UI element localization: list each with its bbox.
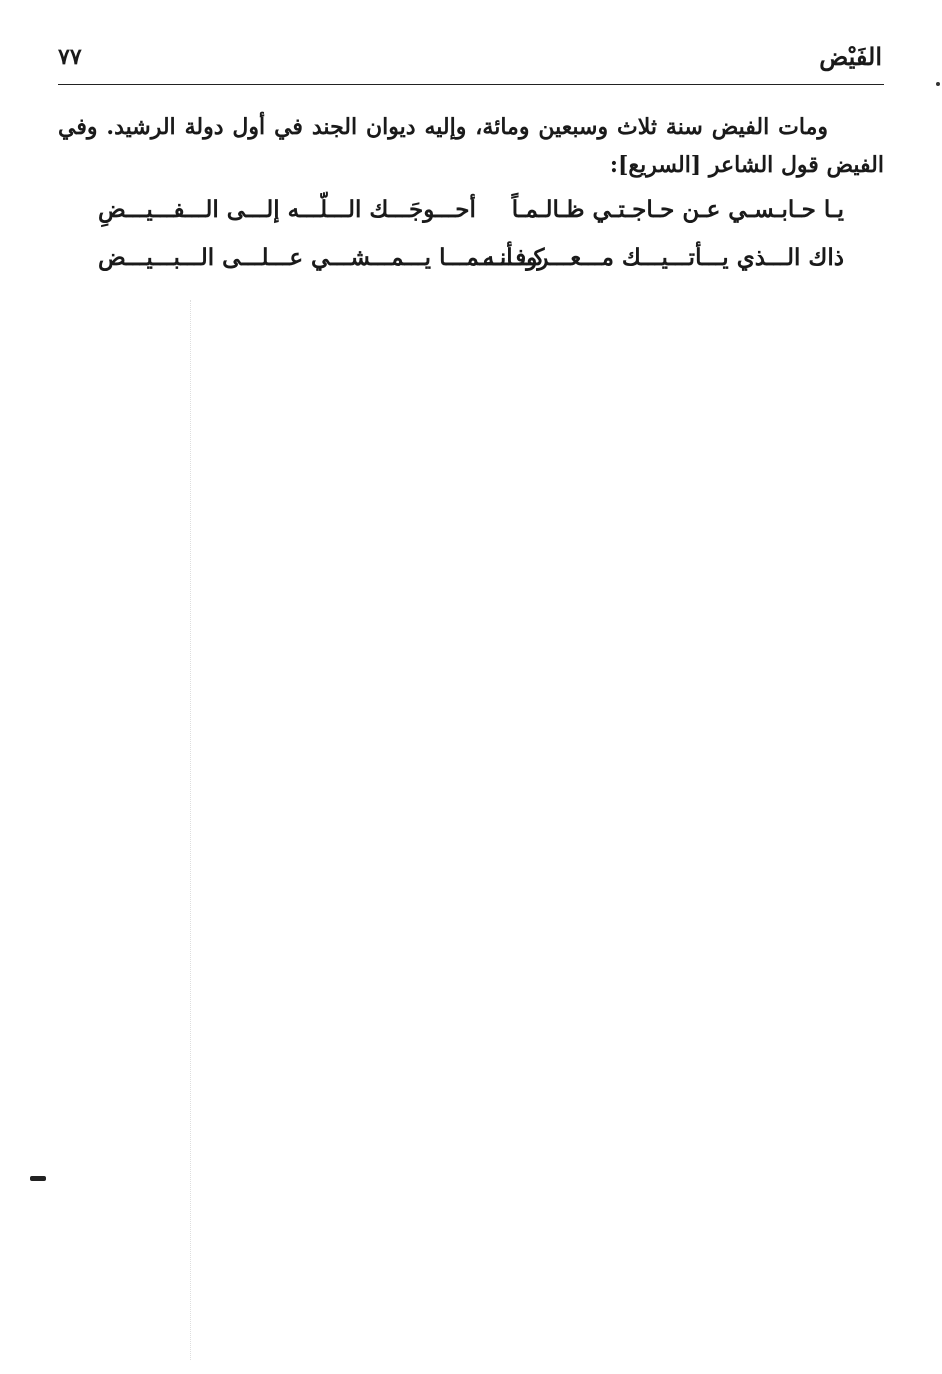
verse-1-second-hemistich: أحـــوجَـــك الـــلّـــه إلـــى الـــفـــيـــضِ	[98, 196, 476, 223]
margin-dot	[936, 82, 940, 86]
page-number: ٧٧	[58, 44, 82, 70]
paragraph-text: ومات الفيض سنة ثلاث وسبعين ومائة، وإليه ديوان الجند في أول دولة الرشيد. وفي الفيض قول الشاعر [السريع]:	[58, 114, 884, 178]
body-paragraph	[58, 108, 884, 184]
verse-line-2	[98, 244, 844, 280]
verse-1-first-hemistich: يـا حـابـسـي عـن حـاجـتـي ظـالـمـاً	[511, 196, 844, 223]
verse-2-first-hemistich: ذاك الـــذي يـــأتـــيـــك مـــعـــروفـــه	[482, 244, 844, 271]
verse-line-1	[98, 196, 844, 232]
scan-artifact-mark	[30, 1176, 46, 1181]
header-rule	[58, 84, 884, 85]
header-title: الفَيْض	[819, 42, 882, 71]
scan-fold-line	[190, 300, 191, 1360]
verse-2-second-hemistich: كـــأنـــمـــا يـــمـــشـــي عـــلـــى الـــبـــيـــض	[98, 244, 545, 271]
running-header	[58, 42, 882, 80]
